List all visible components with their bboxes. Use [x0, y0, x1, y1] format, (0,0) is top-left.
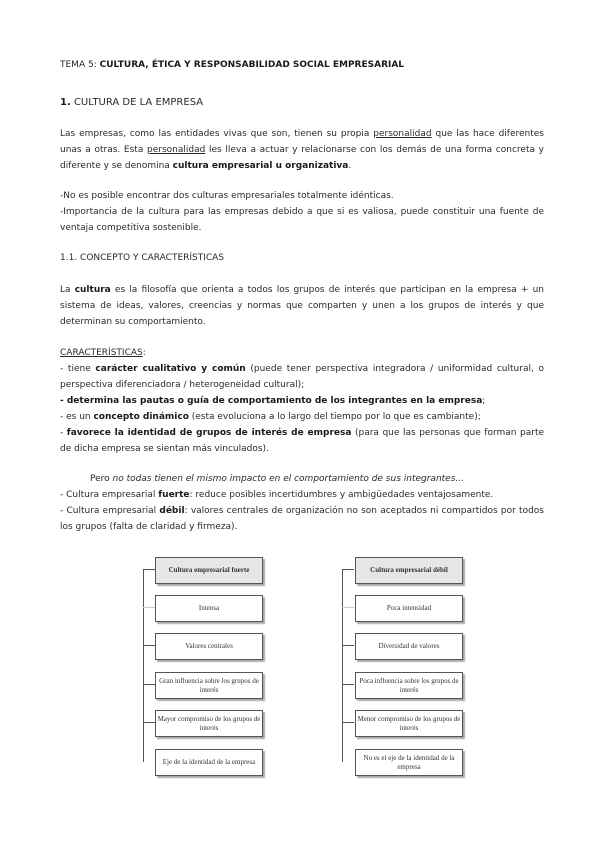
- list-item: - determina las pautas o guía de comportamiento de los integrantes en la empresa;: [60, 396, 486, 406]
- diagram-connector: [342, 569, 354, 570]
- diagram-connector: [342, 569, 343, 762]
- bold-term: carácter cualitativo y común: [95, 364, 246, 374]
- text: : reduce posibles incertidumbres y ambigüedades ventajosamente.: [189, 490, 494, 500]
- bold-term: favorece la identidad de grupos de interés de empresa: [66, 428, 352, 438]
- list-item: [60, 361, 544, 393]
- note-line: -Importancia de la cultura para las empresas debido a que si es valiosa, puede constituir una fuente de ventaja competitiva sostenible.: [60, 207, 544, 233]
- text: Pero: [90, 474, 113, 484]
- text: Las empresas, como las entidades vivas que son, tienen su propia: [60, 129, 374, 139]
- diagram-connector: [143, 722, 155, 723]
- diagram-connector: [342, 684, 354, 685]
- text: - es un: [60, 412, 94, 422]
- diagram-connector: [143, 684, 155, 685]
- characteristics-list: CARACTERÍSTICAS: - tiene carácter cualitativo y común (puede tener perspectiva integradora / uniformidad cultural, o perspectiva diferenciadora / heterogeneidad cultural); - determina las pautas o guía de comportamiento de los integrantes en la empresa; - es un concepto dinámico (esta evoluciona a lo largo del tiempo por lo que es cambiante); - favorece la identidad de grupos de interés de empresa (para que las personas que forman parte de dicha empresa se sientan más vinculados).: [60, 345, 544, 457]
- underlined-term: personalidad: [373, 129, 432, 139]
- text: que las hace diferentes unas a otras. Esta: [60, 129, 544, 155]
- diagram-connector: [143, 645, 155, 646]
- diagram-box-strong: Eje de la identidad de la empresa: [155, 749, 263, 776]
- title-prefix: TEMA 5:: [60, 60, 100, 70]
- bold-term: - determina las pautas o guía de comportamiento de los integrantes en la empresa: [60, 396, 483, 406]
- diagram-connector: [342, 645, 354, 646]
- bold-term: concepto dinámico: [93, 412, 189, 422]
- note-line: -No es posible encontrar dos culturas empresariales totalmente idénticas.: [60, 191, 394, 201]
- text: les lleva a actuar y relacionarse con los demás de una forma concreta y diferente y se denomina: [60, 145, 544, 171]
- list-item: [60, 409, 544, 425]
- diagram-connector: [143, 607, 155, 608]
- diagram-header-strong: Cultura empresarial fuerte: [155, 557, 263, 584]
- notes-paragraph: [60, 188, 544, 236]
- text: -: [60, 428, 67, 438]
- diagram-connector: [143, 569, 144, 762]
- list-item: [60, 425, 544, 457]
- diagram-box-strong: Gran influencia sobre los grupos de interés: [155, 672, 263, 699]
- diagram-header-weak: Cultura empresarial débil: [355, 557, 463, 584]
- text: (para que las personas que forman parte de dicha empresa se sientan más vinculados).: [60, 428, 545, 454]
- section-heading-1-1: 1.1. CONCEPTO Y CARACTERÍSTICAS: [60, 253, 225, 263]
- text: .: [348, 161, 352, 171]
- bold-term: cultura: [74, 285, 111, 295]
- text: La: [60, 285, 75, 295]
- title-text: CULTURA, ÉTICA Y RESPONSABILIDAD SOCIAL EMPRESARIAL: [99, 60, 405, 70]
- diagram-connector: [143, 569, 155, 570]
- text: - Cultura empresarial: [60, 506, 160, 516]
- intro-paragraph: [60, 126, 544, 174]
- characteristics-heading: CARACTERÍSTICAS: [60, 348, 143, 358]
- definition-paragraph: [60, 282, 544, 330]
- impact-paragraph: [60, 471, 544, 535]
- bold-term: cultura empresarial u organizativa: [172, 161, 349, 171]
- diagram-box-strong: Intensa: [155, 595, 263, 622]
- section-number: 1.: [60, 97, 71, 108]
- bold-term: débil: [159, 506, 185, 516]
- page-title: [60, 57, 544, 73]
- text: : valores centrales de organización no son aceptados ni compartidos por todos los grupos (falta de claridad y firmeza).: [60, 506, 544, 532]
- text: - Cultura empresarial: [60, 490, 159, 500]
- italic-text: no todas tienen el mismo impacto en el comportamiento de sus integrantes...: [112, 474, 464, 484]
- diagram-box-strong: Valores centrales: [155, 633, 263, 660]
- diagram-connector: [342, 722, 354, 723]
- diagram-box-weak: Poca intensidad: [355, 595, 463, 622]
- bold-term: fuerte: [158, 490, 190, 500]
- diagram-box-strong: Mayor compromiso de los grupos de interés: [155, 710, 263, 737]
- text: (puede tener perspectiva integradora / uniformidad cultural, o perspectiva diferenciadora / heterogeneidad cultural);: [60, 364, 544, 390]
- text: (esta evoluciona a lo largo del tiempo por lo que es cambiante);: [188, 412, 481, 422]
- diagram-connector: [342, 607, 354, 608]
- underlined-term: personalidad: [147, 145, 206, 155]
- text: es la filosofía que orienta a todos los grupos de interés que participan en la empresa + un sistema de ideas, valores, creencias y normas que comparten y unen a los grupos de interés y que determinan su comportamiento.: [60, 285, 544, 327]
- text: - tiene: [60, 364, 96, 374]
- section-title: CULTURA DE LA EMPRESA: [70, 97, 204, 108]
- diagram-box-weak: Poca influencia sobre los grupos de interés: [355, 672, 463, 699]
- diagram-box-weak: Diversidad de valores: [355, 633, 463, 660]
- diagram-box-weak: Menor compromiso de los grupos de interés: [355, 710, 463, 737]
- diagram-box-weak: No es el eje de la identidad de la empresa: [355, 749, 463, 776]
- section-heading-1: [60, 95, 544, 111]
